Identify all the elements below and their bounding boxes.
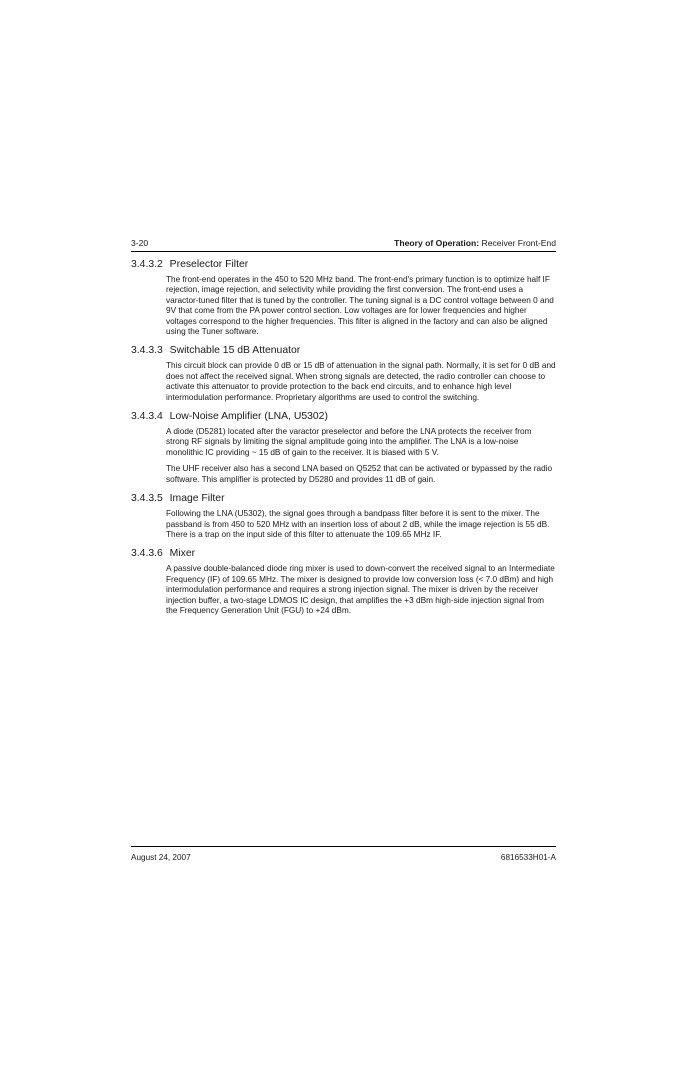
running-title-rest: Receiver Front-End	[479, 238, 556, 248]
section-title: Image Filter	[169, 493, 225, 505]
page-header	[131, 238, 556, 251]
section-title: Mixer	[169, 548, 196, 560]
body-paragraph: A passive double-balanced diode ring mixer is used to down-convert the received signal to an Intermediate Frequency (IF) of 109.65 MHz. The mixer is designed to provide low conversion loss (< 7.0 dBm) and high intermodulation performance and requires a strong injection signal. The mixer is driven by the receiver injection buffer, a two-stage LDMOS IC design, that amplifies the +3 dBm high-side injection signal from the Frequency Generation Unit (FGU) to +24 dBm.	[166, 564, 555, 615]
page-content	[131, 258, 556, 620]
body-paragraph: The front-end operates in the 450 to 520 MHz band. The front-end's primary function is to optimize half IF rejection, image rejection, and selectivity while providing the first conversion. The front-end uses a varactor-tuned filter that is tuned by the controller. The tuning signal is a DC control voltage between 0 and 9V that come from the PA power control section. Low voltages are for lower frequencies and higher voltages correspond to the higher frequencies. This filter is aligned in the factory and can also be aligned using the Tuner software.	[166, 275, 554, 337]
section-number: 3.4.3.2	[131, 259, 163, 270]
section-heading	[131, 547, 556, 561]
section-number: 3.4.3.4	[131, 411, 163, 423]
body-paragraph: A diode (D5281) located after the varactor preselector and before the LNA protects the receiver from strong RF signals by limiting the signal amplitude going into the amplifier. The LNA is a low-noise monolithic IC providing ~ 15 dB of gain to the receiver. It is biased with 5 V.	[166, 427, 532, 457]
section-heading	[131, 410, 556, 424]
footer-rule	[131, 846, 556, 847]
section-title: Low-Noise Amplifier (LNA, U5302)	[169, 411, 328, 423]
section-number: 3.4.3.3	[131, 345, 163, 357]
header-rule	[131, 251, 556, 252]
running-title	[394, 238, 556, 248]
section-preselector-filter	[131, 258, 556, 337]
body-paragraph: Following the LNA (U5302), the signal goes through a bandpass filter before it is sent to the mixer. The passband is from 450 to 520 MHz with an insertion loss of about 2 dB, while the image rejection is 55 dB. There is a trap on the input side of this filter to attenuate the 109.65 MHz IF.	[166, 509, 550, 539]
section-switchable-attenuator	[131, 344, 556, 403]
section-title: Preselector Filter	[169, 259, 249, 270]
document-number: 6816533H01-A	[500, 853, 556, 862]
page-number: 3-20	[131, 238, 149, 248]
running-title-bold: Theory of Operation:	[394, 238, 480, 248]
section-low-noise-amplifier	[131, 410, 556, 485]
body-paragraph: The UHF receiver also has a second LNA based on Q5252 that can be activated or bypassed by the radio software. This amplifier is protected by D5280 and provides 11 dB of gain.	[166, 464, 553, 484]
section-number: 3.4.3.5	[131, 493, 163, 505]
section-title: Switchable 15 dB Attenuator	[169, 345, 301, 357]
body-paragraph: This circuit block can provide 0 dB or 15 dB of attenuation in the signal path. Normally, it is set for 0 dB and does not affect the received signal. When strong signals are detected, the radio controller can choose to activate this attenuator to provide protection to the back end circuits, and to enhance high level intermodulation performance. Proprietary algorithms are used to control the switching.	[166, 361, 556, 402]
section-heading	[131, 258, 556, 272]
section-heading	[131, 492, 556, 506]
publication-date: August 24, 2007	[131, 853, 191, 862]
section-heading	[131, 344, 556, 358]
section-mixer	[131, 547, 556, 616]
section-image-filter	[131, 492, 556, 540]
section-number: 3.4.3.6	[131, 548, 163, 560]
